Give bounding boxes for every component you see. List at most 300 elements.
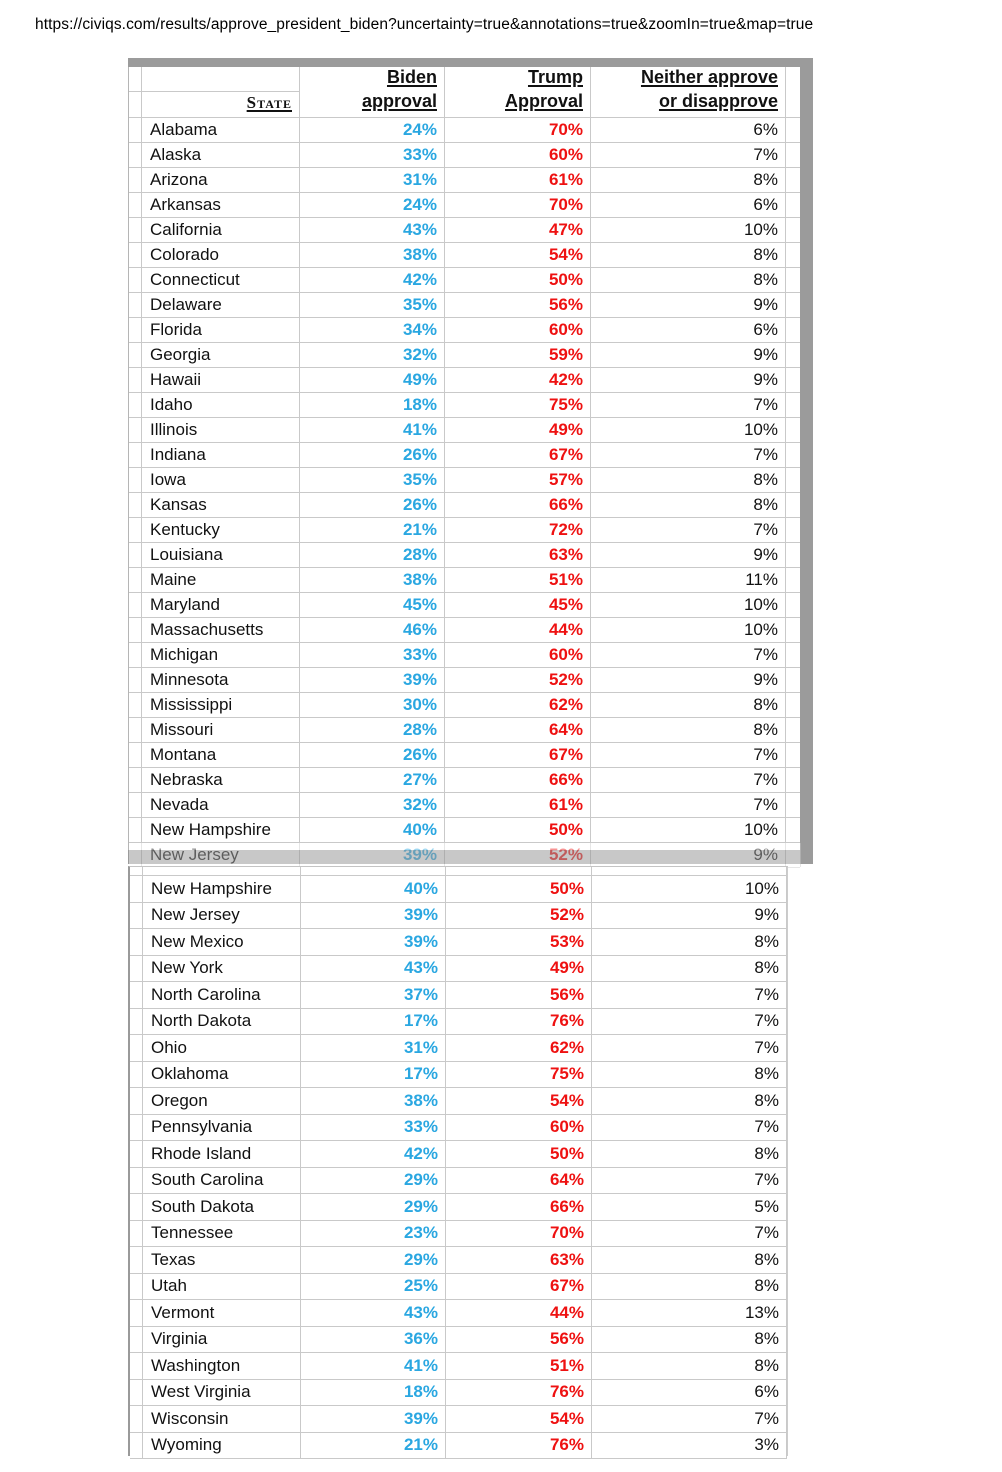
state-cell[interactable]: Mississippi: [142, 693, 300, 717]
neither-cell[interactable]: 8%: [591, 493, 786, 517]
biden-approval-cell[interactable]: 29%: [301, 1194, 446, 1220]
trump-approval-cell[interactable]: 49%: [446, 956, 592, 982]
left-gutter-cell: [129, 218, 142, 242]
neither-cell[interactable]: 7%: [592, 1115, 787, 1141]
state-cell[interactable]: New Hampshire: [143, 876, 301, 902]
left-gutter-cell: [130, 1433, 143, 1459]
neither-cell[interactable]: 10%: [591, 618, 786, 642]
state-cell[interactable]: Hawaii: [142, 368, 300, 392]
neither-cell[interactable]: 7%: [592, 1035, 787, 1061]
neither-cell[interactable]: 8%: [591, 268, 786, 292]
bottom-table-screenshot: [128, 866, 788, 1456]
state-cell[interactable]: Utah: [143, 1274, 301, 1300]
table-row: [130, 1115, 787, 1142]
table-row: [130, 1406, 787, 1433]
left-gutter-cell: [129, 343, 142, 367]
top-table-rows: [129, 118, 800, 843]
table-row: [130, 1062, 787, 1089]
trump-approval-cell[interactable]: 42%: [445, 368, 591, 392]
state-cell[interactable]: New York: [143, 956, 301, 982]
biden-approval-cell[interactable]: 39%: [301, 1406, 446, 1432]
trump-approval-cell[interactable]: 70%: [445, 193, 591, 217]
biden-approval-cell[interactable]: 27%: [300, 768, 445, 792]
biden-approval-cell[interactable]: 43%: [301, 1300, 446, 1326]
trump-approval-cell[interactable]: 53%: [446, 929, 592, 955]
state-cell[interactable]: Rhode Island: [143, 1141, 301, 1167]
neither-cell[interactable]: 9%: [591, 368, 786, 392]
trump-approval-cell[interactable]: 67%: [445, 743, 591, 767]
left-gutter-cell: [130, 1221, 143, 1247]
right-gutter-cell: [786, 718, 801, 742]
state-cell[interactable]: New Mexico: [143, 929, 301, 955]
neither-cell[interactable]: 13%: [592, 1300, 787, 1326]
left-gutter-cell: [129, 718, 142, 742]
biden-approval-cell[interactable]: 39%: [301, 929, 446, 955]
state-cell[interactable]: Ohio: [143, 1035, 301, 1061]
trump-approval-cell[interactable]: 56%: [445, 293, 591, 317]
biden-approval-cell[interactable]: 49%: [300, 368, 445, 392]
right-gutter-cell: [786, 818, 801, 842]
neither-cell[interactable]: 7%: [591, 793, 786, 817]
biden-approval-cell[interactable]: 28%: [300, 718, 445, 742]
biden-approval-cell[interactable]: 39%: [300, 668, 445, 692]
table-row: [130, 1221, 787, 1248]
trump-approval-cell[interactable]: 57%: [445, 468, 591, 492]
trump-approval-cell[interactable]: 47%: [445, 218, 591, 242]
biden-approval-cell[interactable]: 29%: [301, 1168, 446, 1194]
left-gutter-cell: [129, 243, 142, 267]
table-row: [129, 693, 800, 718]
left-gutter-cell: [130, 982, 143, 1008]
left-gutter-cell: [129, 768, 142, 792]
trump-approval-cell[interactable]: 70%: [446, 1221, 592, 1247]
neither-cell[interactable]: 7%: [591, 768, 786, 792]
biden-approval-cell[interactable]: 24%: [300, 118, 445, 142]
neither-cell[interactable]: 8%: [592, 1327, 787, 1353]
right-gutter-cell: [786, 393, 801, 417]
state-cell[interactable]: New Jersey: [143, 903, 301, 929]
state-cell[interactable]: Alabama: [142, 118, 300, 142]
left-gutter-header: [129, 92, 142, 117]
left-gutter-cell: [130, 903, 143, 929]
neither-cell[interactable]: 8%: [591, 243, 786, 267]
trump-approval-cell[interactable]: 54%: [445, 243, 591, 267]
neither-cell[interactable]: 8%: [592, 1088, 787, 1114]
biden-approval-cell[interactable]: 38%: [300, 243, 445, 267]
state-cell[interactable]: California: [142, 218, 300, 242]
state-cell[interactable]: Delaware: [142, 293, 300, 317]
trump-approval-cell[interactable]: 60%: [445, 143, 591, 167]
trump-approval-cell[interactable]: 59%: [445, 343, 591, 367]
trump-approval-cell[interactable]: 62%: [446, 1035, 592, 1061]
table-row: [129, 268, 800, 293]
state-cell[interactable]: North Carolina: [143, 982, 301, 1008]
trump-approval-cell[interactable]: 50%: [446, 1141, 592, 1167]
table-row: [129, 793, 800, 818]
trump-approval-cell[interactable]: 75%: [445, 393, 591, 417]
biden-approval-cell[interactable]: 21%: [301, 1433, 446, 1459]
neither-cell[interactable]: 10%: [592, 876, 787, 902]
trump-approval-cell[interactable]: 52%: [446, 903, 592, 929]
left-gutter-cell: [130, 1300, 143, 1326]
state-cell[interactable]: Alaska: [142, 143, 300, 167]
table-row: [129, 618, 800, 643]
table-row: [129, 818, 800, 843]
right-gutter-header: [786, 67, 801, 117]
state-cell[interactable]: Vermont: [143, 1300, 301, 1326]
state-cell[interactable]: South Dakota: [143, 1194, 301, 1220]
neither-cell[interactable]: 7%: [591, 443, 786, 467]
neither-cell[interactable]: 8%: [591, 718, 786, 742]
biden-approval-cell[interactable]: 31%: [301, 1035, 446, 1061]
neither-cell[interactable]: 7%: [591, 143, 786, 167]
biden-approval-cell[interactable]: 38%: [301, 1088, 446, 1114]
state-cell[interactable]: South Carolina: [143, 1168, 301, 1194]
state-cell[interactable]: Connecticut: [142, 268, 300, 292]
trump-approval-cell[interactable]: 50%: [446, 876, 592, 902]
state-cell[interactable]: Virginia: [143, 1327, 301, 1353]
trump-approval-cell[interactable]: 52%: [445, 668, 591, 692]
biden-approval-cell[interactable]: 17%: [301, 1062, 446, 1088]
trump-approval-cell[interactable]: 67%: [445, 443, 591, 467]
state-cell[interactable]: Georgia: [142, 343, 300, 367]
trump-approval-cell[interactable]: 66%: [446, 1194, 592, 1220]
trump-approval-cell[interactable]: 76%: [446, 1433, 592, 1459]
trump-approval-cell[interactable]: 63%: [445, 543, 591, 567]
neither-cell[interactable]: 10%: [591, 418, 786, 442]
trump-approval-cell[interactable]: 54%: [446, 1088, 592, 1114]
biden-approval-cell[interactable]: 24%: [300, 193, 445, 217]
state-cell[interactable]: New Jersey: [142, 843, 300, 867]
neither-cell[interactable]: 8%: [591, 693, 786, 717]
trump-approval-cell[interactable]: 63%: [446, 1247, 592, 1273]
table-row: [129, 143, 800, 168]
trump-approval-cell[interactable]: 70%: [445, 118, 591, 142]
state-cell[interactable]: Washington: [143, 1353, 301, 1379]
biden-approval-cell[interactable]: 26%: [300, 493, 445, 517]
state-cell[interactable]: Wyoming: [143, 1433, 301, 1459]
left-gutter-cell: [130, 1274, 143, 1300]
biden-approval-cell[interactable]: 17%: [301, 1009, 446, 1035]
state-cell[interactable]: Montana: [142, 743, 300, 767]
neither-cell[interactable]: 7%: [592, 982, 787, 1008]
state-cell[interactable]: New Hampshire: [142, 818, 300, 842]
left-gutter-cell: [130, 1406, 143, 1432]
table-header: [129, 67, 800, 118]
state-cell[interactable]: Oregon: [143, 1088, 301, 1114]
biden-approval-cell[interactable]: 42%: [301, 1141, 446, 1167]
state-column-header[interactable]: State: [142, 92, 300, 117]
left-gutter-cell: [130, 1035, 143, 1061]
biden-approval-cell[interactable]: 33%: [301, 1115, 446, 1141]
biden-approval-cell[interactable]: 18%: [301, 1380, 446, 1406]
biden-approval-cell[interactable]: 33%: [300, 143, 445, 167]
biden-approval-cell[interactable]: 46%: [300, 618, 445, 642]
table-row: [130, 1380, 787, 1407]
state-cell[interactable]: Kansas: [142, 493, 300, 517]
neither-cell[interactable]: 6%: [591, 118, 786, 142]
table-row: [129, 118, 800, 143]
biden-approval-column-header[interactable]: Biden approval: [300, 67, 445, 117]
state-cell[interactable]: Illinois: [142, 418, 300, 442]
neither-cell[interactable]: 7%: [591, 518, 786, 542]
right-gutter-cell: [786, 293, 801, 317]
left-gutter-cell: [129, 293, 142, 317]
trump-approval-cell[interactable]: 56%: [446, 982, 592, 1008]
state-cell[interactable]: Arkansas: [142, 193, 300, 217]
neither-cell[interactable]: 7%: [592, 1009, 787, 1035]
table-row: [130, 1141, 787, 1168]
left-gutter-cell: [130, 1247, 143, 1273]
biden-approval-cell[interactable]: 33%: [300, 643, 445, 667]
left-gutter-cell: [130, 1353, 143, 1379]
neither-cell[interactable]: 6%: [592, 1380, 787, 1406]
biden-approval-cell[interactable]: 34%: [300, 318, 445, 342]
trump-approval-cell[interactable]: 51%: [445, 568, 591, 592]
biden-approval-cell[interactable]: 40%: [300, 818, 445, 842]
biden-approval-cell[interactable]: 41%: [301, 1353, 446, 1379]
table-row: [130, 1009, 787, 1036]
right-gutter-cell: [786, 693, 801, 717]
neither-cell[interactable]: 8%: [592, 929, 787, 955]
table-row: [130, 1088, 787, 1115]
trump-approval-cell[interactable]: 64%: [446, 1168, 592, 1194]
state-cell: [143, 867, 301, 875]
biden-approval-cell[interactable]: 38%: [300, 568, 445, 592]
trump-approval-cell[interactable]: 49%: [445, 418, 591, 442]
top-table-clipped-row: [129, 843, 800, 864]
trump-approval-column-header[interactable]: Trump Approval: [445, 67, 591, 117]
trump-approval-cell[interactable]: 66%: [445, 493, 591, 517]
state-cell[interactable]: Colorado: [142, 243, 300, 267]
right-gutter-cell: [786, 143, 801, 167]
table-row: [129, 418, 800, 443]
neither-cell[interactable]: 9%: [591, 343, 786, 367]
left-gutter-cell: [129, 818, 142, 842]
neither-cell[interactable]: 6%: [591, 318, 786, 342]
biden-approval-cell[interactable]: 40%: [301, 876, 446, 902]
left-gutter-cell: [130, 956, 143, 982]
right-gutter-cell: [786, 768, 801, 792]
right-gutter-cell: [786, 418, 801, 442]
state-cell[interactable]: Kentucky: [142, 518, 300, 542]
left-gutter-cell: [129, 593, 142, 617]
right-gutter-cell: [786, 318, 801, 342]
biden-approval-cell[interactable]: 42%: [300, 268, 445, 292]
trump-approval-cell[interactable]: 76%: [446, 1380, 592, 1406]
biden-approval-cell[interactable]: 21%: [300, 518, 445, 542]
neither-cell[interactable]: 10%: [591, 593, 786, 617]
left-gutter-cell: [130, 1327, 143, 1353]
state-cell[interactable]: Pennsylvania: [143, 1115, 301, 1141]
neither-cell[interactable]: 7%: [592, 1221, 787, 1247]
trump-approval-cell[interactable]: 52%: [445, 843, 591, 867]
state-cell[interactable]: Missouri: [142, 718, 300, 742]
neither-cell[interactable]: 8%: [591, 168, 786, 192]
biden-approval-cell[interactable]: 43%: [300, 218, 445, 242]
table-row: [130, 956, 787, 983]
biden-approval-cell[interactable]: 18%: [300, 393, 445, 417]
state-cell[interactable]: Tennessee: [143, 1221, 301, 1247]
neither-cell[interactable]: 7%: [591, 743, 786, 767]
right-gutter-cell: [786, 193, 801, 217]
trump-approval-cell[interactable]: 54%: [446, 1406, 592, 1432]
neither-cell[interactable]: 9%: [591, 843, 786, 867]
neither-column-header[interactable]: Neither approve or disapprove: [591, 67, 786, 117]
left-gutter-cell: [130, 1194, 143, 1220]
trump-approval-cell[interactable]: 75%: [446, 1062, 592, 1088]
biden-approval-cell[interactable]: 36%: [301, 1327, 446, 1353]
left-gutter-cell: [130, 1141, 143, 1167]
state-cell[interactable]: Maryland: [142, 593, 300, 617]
trump-approval-cell[interactable]: 60%: [445, 643, 591, 667]
state-cell[interactable]: Louisiana: [142, 543, 300, 567]
table-row: [129, 668, 800, 693]
neither-cell[interactable]: 8%: [591, 468, 786, 492]
trump-approval-cell[interactable]: 50%: [445, 268, 591, 292]
left-gutter-cell: [129, 793, 142, 817]
table-row: [129, 443, 800, 468]
biden-approval-cell[interactable]: 29%: [301, 1247, 446, 1273]
trump-approval-cell[interactable]: 51%: [446, 1353, 592, 1379]
biden-approval-cell[interactable]: 25%: [301, 1274, 446, 1300]
table-row: [130, 876, 787, 903]
trump-approval-cell[interactable]: 45%: [445, 593, 591, 617]
trump-approval-cell[interactable]: 76%: [446, 1009, 592, 1035]
table-row: [130, 1353, 787, 1380]
state-cell[interactable]: West Virginia: [143, 1380, 301, 1406]
neither-cell[interactable]: 6%: [591, 193, 786, 217]
state-cell[interactable]: Maine: [142, 568, 300, 592]
biden-approval-cell[interactable]: 31%: [300, 168, 445, 192]
trump-approval-cell[interactable]: 61%: [445, 793, 591, 817]
table-row: [129, 843, 800, 868]
trump-approval-cell[interactable]: 66%: [445, 768, 591, 792]
trump-approval-cell[interactable]: 67%: [446, 1274, 592, 1300]
neither-cell[interactable]: 7%: [591, 643, 786, 667]
neither-cell[interactable]: 7%: [592, 1406, 787, 1432]
trump-approval-cell[interactable]: 62%: [445, 693, 591, 717]
left-gutter-cell: [129, 168, 142, 192]
neither-cell[interactable]: 10%: [591, 818, 786, 842]
neither-cell[interactable]: 5%: [592, 1194, 787, 1220]
table-row: [129, 168, 800, 193]
trump-approval-cell[interactable]: 60%: [445, 318, 591, 342]
right-gutter-cell: [786, 218, 801, 242]
state-cell[interactable]: Minnesota: [142, 668, 300, 692]
left-gutter-cell: [130, 1115, 143, 1141]
right-gutter-cell: [786, 368, 801, 392]
state-cell[interactable]: Wisconsin: [143, 1406, 301, 1432]
state-cell[interactable]: Florida: [142, 318, 300, 342]
biden-approval-cell[interactable]: 32%: [300, 793, 445, 817]
trump-approval-cell[interactable]: 64%: [445, 718, 591, 742]
right-gutter-cell: [786, 268, 801, 292]
left-gutter-cell: [129, 443, 142, 467]
biden-approval-cell[interactable]: 35%: [300, 468, 445, 492]
biden-approval-cell[interactable]: 43%: [301, 956, 446, 982]
neither-cell[interactable]: 8%: [592, 956, 787, 982]
biden-approval-cell[interactable]: 32%: [300, 343, 445, 367]
state-cell[interactable]: Arizona: [142, 168, 300, 192]
state-cell[interactable]: Massachusetts: [142, 618, 300, 642]
state-cell[interactable]: Michigan: [142, 643, 300, 667]
left-gutter-cell: [129, 693, 142, 717]
state-cell[interactable]: Idaho: [142, 393, 300, 417]
state-cell[interactable]: Texas: [143, 1247, 301, 1273]
page-url-text: https://civiqs.com/results/approve_president_biden?uncertainty=true&annotations=true&zoomIn=true&map=true: [35, 16, 814, 33]
neither-cell[interactable]: 10%: [591, 218, 786, 242]
trump-approval-cell[interactable]: 56%: [446, 1327, 592, 1353]
right-gutter-cell: [786, 793, 801, 817]
neither-cell[interactable]: 9%: [591, 668, 786, 692]
neither-cell[interactable]: 7%: [592, 1168, 787, 1194]
biden-approval-cell[interactable]: 30%: [300, 693, 445, 717]
state-cell[interactable]: North Dakota: [143, 1009, 301, 1035]
left-gutter-cell: [129, 268, 142, 292]
neither-cell[interactable]: 11%: [591, 568, 786, 592]
table-row: [129, 518, 800, 543]
bottom-table-rows: [130, 876, 787, 1459]
state-cell[interactable]: Iowa: [142, 468, 300, 492]
state-cell[interactable]: Nebraska: [142, 768, 300, 792]
biden-approval-cell[interactable]: 35%: [300, 293, 445, 317]
biden-approval-cell[interactable]: 45%: [300, 593, 445, 617]
left-gutter-cell: [129, 543, 142, 567]
neither-cell[interactable]: 9%: [592, 903, 787, 929]
left-gutter-cell: [129, 418, 142, 442]
neither-cell[interactable]: 3%: [592, 1433, 787, 1459]
right-gutter-cell: [786, 668, 801, 692]
biden-approval-cell[interactable]: 28%: [300, 543, 445, 567]
neither-cell: [592, 867, 787, 875]
biden-approval-cell[interactable]: 37%: [301, 982, 446, 1008]
neither-cell[interactable]: 8%: [592, 1274, 787, 1300]
trump-approval-cell[interactable]: 72%: [445, 518, 591, 542]
state-cell[interactable]: Indiana: [142, 443, 300, 467]
left-gutter-header: [129, 67, 142, 92]
biden-approval-cell[interactable]: 39%: [300, 843, 445, 867]
biden-approval-cell[interactable]: 39%: [301, 903, 446, 929]
trump-approval-cell[interactable]: 44%: [445, 618, 591, 642]
left-gutter-cell: [129, 568, 142, 592]
trump-approval-cell[interactable]: 50%: [445, 818, 591, 842]
trump-approval-cell[interactable]: 61%: [445, 168, 591, 192]
state-cell[interactable]: Nevada: [142, 793, 300, 817]
left-gutter-cell: [129, 493, 142, 517]
right-gutter-cell: [786, 568, 801, 592]
neither-cell[interactable]: 9%: [591, 543, 786, 567]
biden-approval-cell[interactable]: 26%: [300, 443, 445, 467]
right-gutter-cell: [786, 443, 801, 467]
neither-cell[interactable]: 8%: [592, 1141, 787, 1167]
biden-approval-cell[interactable]: 41%: [300, 418, 445, 442]
window-edge-right-bar: [800, 67, 813, 850]
state-cell[interactable]: Oklahoma: [143, 1062, 301, 1088]
right-gutter-cell: [786, 543, 801, 567]
neither-cell[interactable]: 8%: [592, 1353, 787, 1379]
biden-approval-cell[interactable]: 23%: [301, 1221, 446, 1247]
biden-approval-cell[interactable]: 26%: [300, 743, 445, 767]
neither-cell[interactable]: 7%: [591, 393, 786, 417]
trump-approval-cell[interactable]: 60%: [446, 1115, 592, 1141]
trump-approval-cell[interactable]: 44%: [446, 1300, 592, 1326]
neither-cell[interactable]: 8%: [592, 1247, 787, 1273]
table-row: [129, 393, 800, 418]
neither-cell[interactable]: 9%: [591, 293, 786, 317]
neither-cell[interactable]: 8%: [592, 1062, 787, 1088]
table-row: [129, 368, 800, 393]
